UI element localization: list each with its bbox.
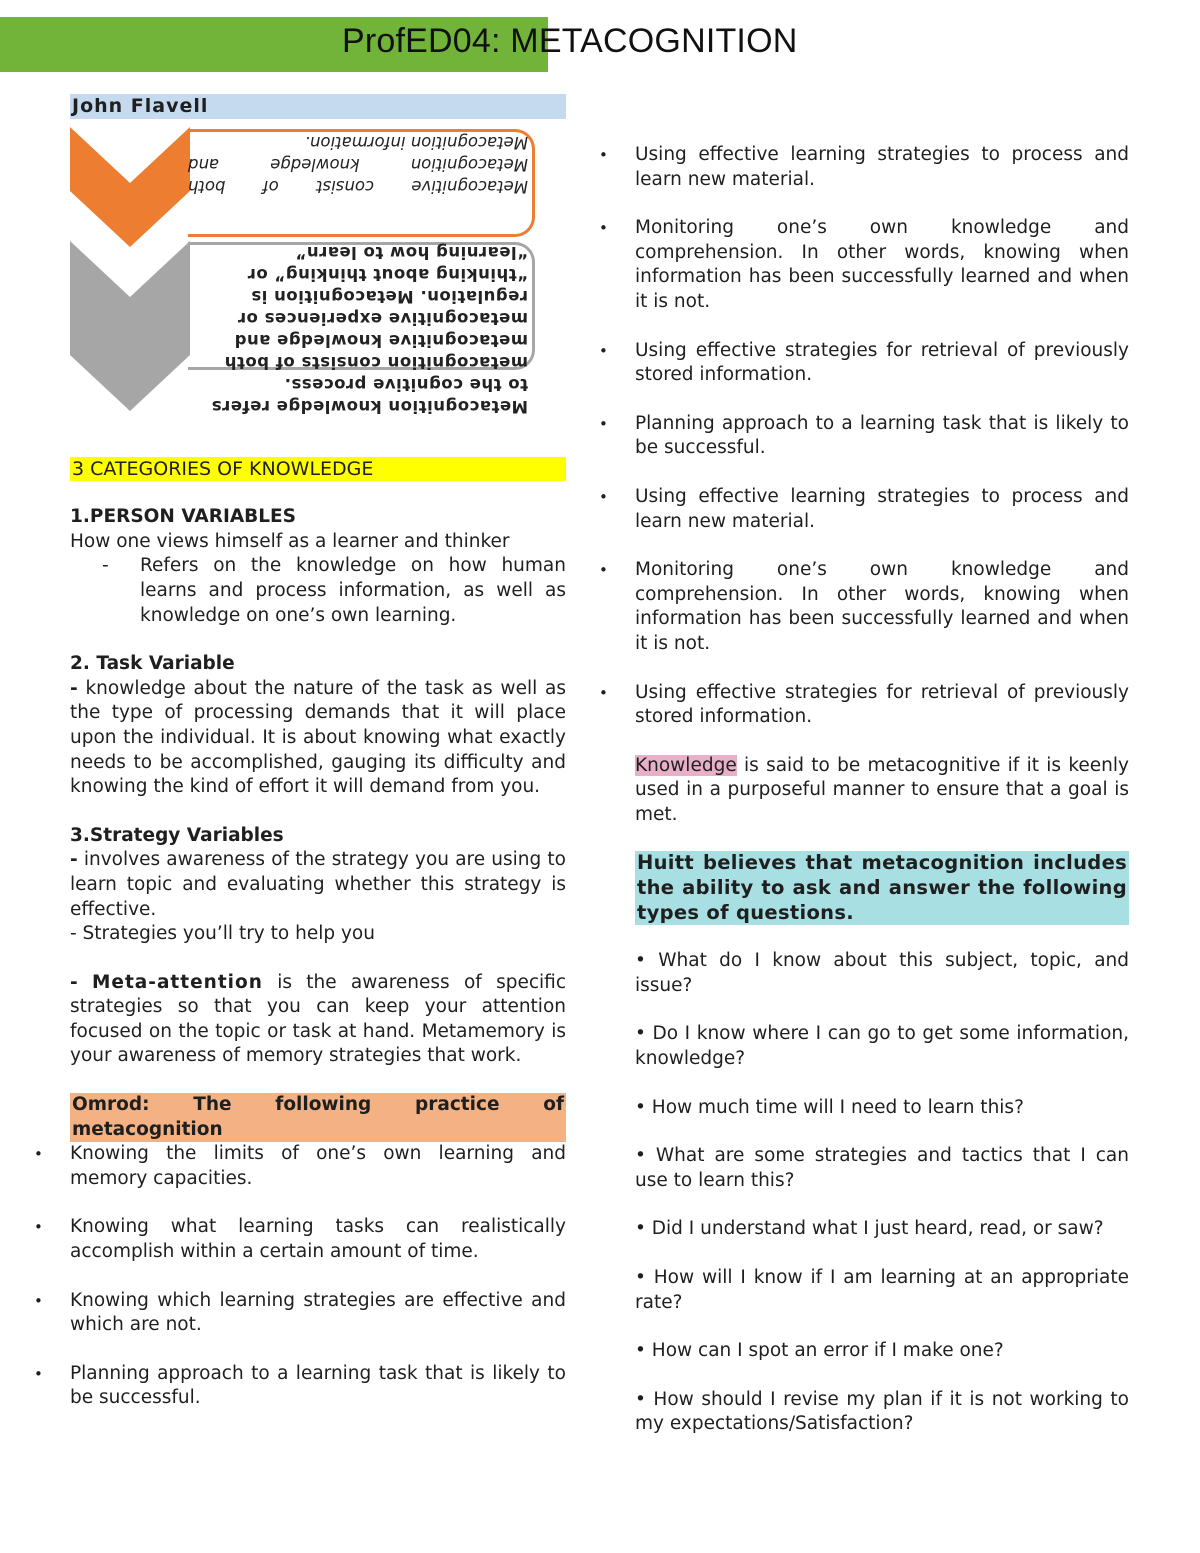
person-line: How one views himself as a learner and thinker	[70, 530, 510, 552]
question-item: • Did I understand what I just heard, read, or saw?	[635, 1218, 1104, 1240]
page-title: ProfED04: METACOGNITION	[342, 22, 798, 60]
knowledge-paragraph	[635, 754, 1129, 828]
question-item: • How much time will I need to learn this?	[635, 1096, 1024, 1118]
question-item: • How will I know if I am learning at an appropriate rate?	[635, 1267, 1129, 1313]
bullet-icon: •	[34, 1145, 43, 1164]
strategy-dash: -	[70, 849, 78, 871]
question-item: • Do I know where I can go to get some information, knowledge?	[635, 1023, 1129, 1070]
knowledge-text: is said to be metacognitive if it is keenly used in a purposeful manner to ensure that a goal is met.	[635, 754, 1129, 825]
strategy-title: 3.Strategy Variables	[70, 824, 284, 846]
omrod-header: Omrod: The following practice of metacognition	[70, 1093, 566, 1142]
question-item: • How should I revise my plan if it is not working to my expectations/Satisfaction?	[635, 1388, 1129, 1435]
knowledge-highlight: Knowledge	[635, 754, 737, 776]
list-item	[565, 558, 1129, 656]
list-item-text: Monitoring one’s own knowledge and comprehension. In other words, knowing when information has been successfully learned and when it is not.	[635, 559, 1129, 654]
meta-attention-text: is the awareness of specific strategies so that you can keep your attention focused on the topic or task at hand. Metamemory is your awareness of memory strategies that work.	[70, 971, 566, 1067]
list-item	[565, 143, 1129, 192]
bullet-icon: •	[599, 683, 608, 702]
list-item	[0, 1215, 566, 1264]
strategy-detail	[70, 848, 566, 922]
flavell-header: John Flavell	[70, 94, 566, 119]
orange-box-text: Metacognitive consist of both Metacognition knowledge and Metacognition information.	[188, 132, 528, 196]
bullet-icon: •	[34, 1364, 43, 1383]
question-item: • What do I know about this subject, topic, and issue?	[635, 950, 1129, 996]
question-item: • What are some strategies and tactics that I can use to learn this?	[635, 1145, 1129, 1191]
bullet-icon: •	[599, 341, 608, 360]
bullet-icon: •	[599, 219, 608, 238]
list-item-text: Monitoring one’s own knowledge and comprehension. In other words, knowing when information has been successfully learned and when it is not.	[635, 217, 1129, 312]
task-dash: -	[70, 677, 78, 699]
gray-chevron-icon	[70, 241, 190, 411]
bullet-icon: •	[599, 487, 608, 506]
right-column	[599, 143, 1129, 1437]
meta-dash: -	[70, 971, 78, 993]
meta-attention-paragraph	[70, 971, 566, 1069]
huitt-header: Huitt believes that metacognition includes the ability to ask and answer the following types of questions.	[637, 851, 1127, 924]
task-detail-text: knowledge about the nature of the task as well as the type of processing demands that it will place upon the individual. It is about knowing what exactly needs to be accomplished, gauging its difficulty and knowing the kind of effort it will demand from you.	[70, 677, 566, 798]
list-item-text: Using effective strategies for retrieval of previously stored information.	[635, 339, 1129, 386]
omrod-list	[0, 1142, 566, 1411]
task-title: 2. Task Variable	[70, 653, 235, 675]
list-item-text: Using effective learning strategies to process and learn new material.	[635, 144, 1129, 190]
practice-list	[565, 143, 1129, 730]
orange-chevron-icon	[70, 127, 190, 247]
gray-box-text: Metacognition knowledge refers to the cognitive process. metacognition consists of both metacognitive knowledge and metacognitive experiences or regulation. Metacognition is “thinking about thinking” or “learning how to learn”	[211, 242, 528, 416]
flavell-graphic	[70, 123, 566, 433]
list-item-text: Using effective strategies for retrieval of previously stored information.	[635, 681, 1129, 728]
list-item	[0, 1362, 566, 1411]
question-item: • How can I spot an error if I make one?	[635, 1340, 1004, 1362]
person-title: 1.PERSON VARIABLES	[70, 506, 296, 528]
list-item-text: Knowing the limits of one’s own learning and memory capacities.	[70, 1143, 566, 1189]
list-item	[565, 412, 1129, 461]
person-detail-text: Refers on the knowledge on how human learns and process information, as well as knowledge on one’s own learning.	[140, 555, 566, 626]
person-detail	[102, 554, 566, 628]
bullet-icon: •	[34, 1218, 43, 1237]
bullet-icon: •	[599, 561, 608, 580]
task-detail	[70, 677, 566, 800]
meta-attention-term: Meta-attention	[91, 971, 263, 993]
list-item-text: Planning approach to a learning task that is likely to be successful.	[635, 412, 1129, 459]
list-item-text: Planning approach to a learning task that is likely to be successful.	[70, 1362, 566, 1409]
list-item	[0, 1142, 566, 1191]
bullet-icon: •	[34, 1291, 43, 1310]
list-item	[565, 216, 1129, 314]
list-item-text: Knowing which learning strategies are effective and which are not.	[70, 1289, 566, 1336]
list-item	[565, 681, 1129, 730]
bullet-icon: •	[599, 414, 608, 433]
list-item-text: Using effective learning strategies to process and learn new material.	[635, 485, 1129, 532]
strategy-line2: - Strategies you’ll try to help you	[70, 923, 375, 945]
list-item-text: Knowing what learning tasks can realistically accomplish within a certain amount of time.	[70, 1216, 566, 1263]
list-item	[565, 339, 1129, 388]
list-item	[0, 1289, 566, 1338]
categories-header: 3 CATEGORIES OF KNOWLEDGE	[70, 457, 566, 482]
list-item	[565, 485, 1129, 534]
strategy-detail-text: involves awareness of the strategy you are using to learn topic and evaluating whether this strategy is effective.	[70, 849, 566, 920]
left-column	[34, 94, 566, 1411]
dash-marker: -	[102, 555, 109, 577]
bullet-icon: •	[599, 146, 608, 164]
